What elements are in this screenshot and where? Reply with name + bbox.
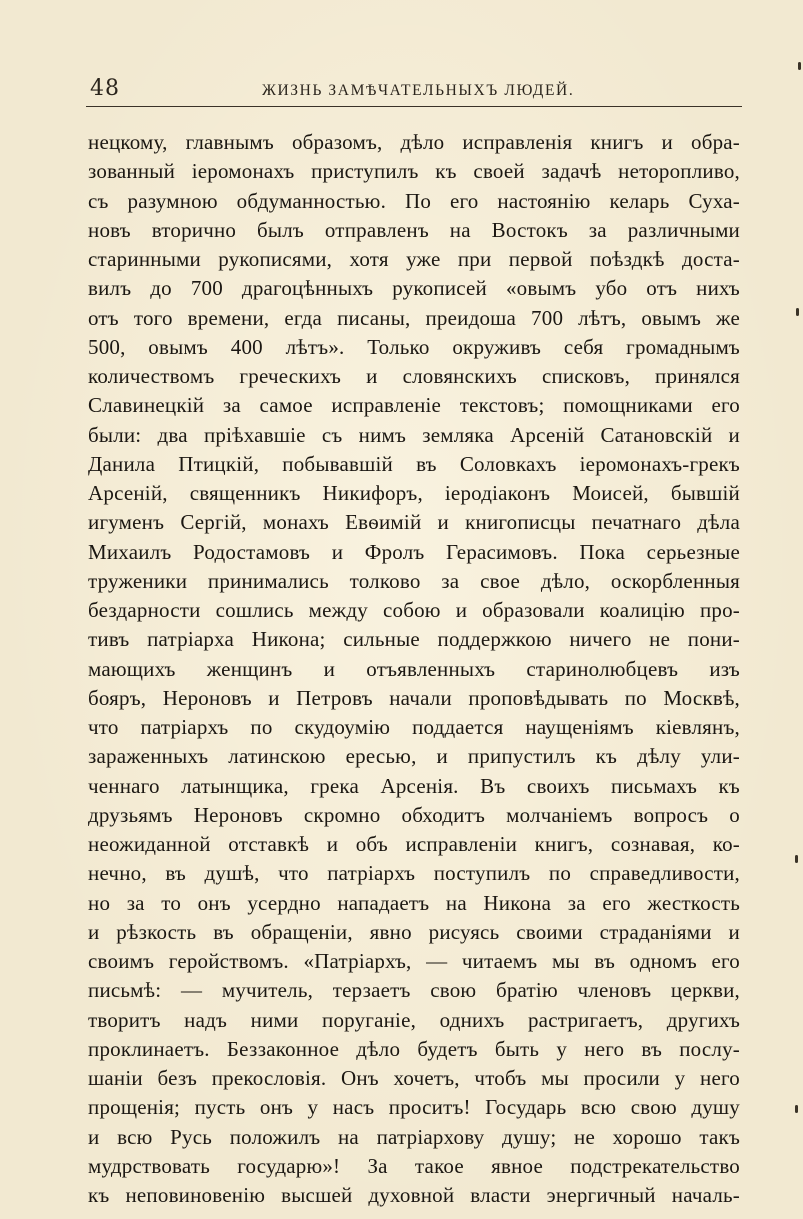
text-line: шаніи безъ прекословія. Онъ хочетъ, чтобъ мы просили у него <box>88 1066 740 1090</box>
margin-mark <box>798 62 801 70</box>
text-line: неожиданной отставкѣ и объ исправленіи книгъ, сознавая, ко- <box>88 832 740 856</box>
text-line: прощенія; пусть онъ у насъ проситъ! Государь всю свою душу <box>88 1095 740 1120</box>
text-line: количествомъ греческихъ и словянскихъ списковъ, принялся <box>88 364 740 388</box>
text-line: но за то онъ усердно нападаетъ на Никона за его жесткость <box>88 890 740 915</box>
running-title: ЖИЗНЬ ЗАМѢЧАТЕЛЬНЫХЪ ЛЮДЕЙ. <box>262 82 575 99</box>
text-line: письмѣ: — мучитель, терзаетъ свою братію членовъ церкви, <box>88 978 740 1003</box>
text-line: вилъ до 700 драгоцѣнныхъ рукописей «овымъ убо отъ нихъ <box>88 276 740 301</box>
text-line: Данила Птицкій, побывавшій въ Соловкахъ іеромонахъ-грекъ <box>88 451 740 476</box>
text-line: творитъ надъ ними поруганіе, однихъ растригаетъ, другихъ <box>88 1007 740 1032</box>
text-line: бездарности сошлись между собою и образовали коалицію про- <box>88 598 740 622</box>
text-line: были: два пріѣхавшіе съ нимъ земляка Арсеній Сатановскій и <box>88 422 740 447</box>
text-line: отъ того времени, егда писаны, преидоша 700 лѣтъ, овымъ же <box>88 305 740 330</box>
text-line: Славинецкій за самое исправленіе текстовъ; помощниками его <box>88 393 740 418</box>
text-line: и рѣзкость въ обращеніи, явно рисуясь своими страданіями и <box>88 919 740 944</box>
text-line: игуменъ Сергій, монахъ Евѳимій и книгописцы печатнаго дѣла <box>88 510 740 535</box>
margin-mark <box>796 308 799 316</box>
text-line: тивъ патріарха Никона; сильные поддержкою ничего не пони- <box>88 627 740 652</box>
header-rule <box>86 106 742 107</box>
text-line: къ неповиновенію высшей духовной власти энергичный началь- <box>88 1183 740 1207</box>
text-line: ченнаго латынщика, грека Арсенія. Въ своихъ письмахъ къ <box>88 773 740 798</box>
text-line: и всю Русь положилъ на патріархову душу; не хорошо такъ <box>88 1124 740 1149</box>
text-line: 500, овымъ 400 лѣтъ». Только окруживъ себя громаднымъ <box>88 334 740 359</box>
text-line: друзьямъ Нероновъ скромно обходитъ молчаніемъ вопросъ о <box>88 802 740 827</box>
text-line: что патріархъ по скудоумію поддается наущеніямъ кіевлянъ, <box>88 715 740 739</box>
text-line: нецкому, главнымъ образомъ, дѣло исправленія книгъ и обра- <box>88 130 740 154</box>
text-line: нечно, въ душѣ, что патріархъ поступилъ по справедливости, <box>88 861 740 886</box>
text-line: труженики принимались толково за свое дѣло, оскорбленныя <box>88 568 740 593</box>
text-line: Михаилъ Родостамовъ и Фролъ Герасимовъ. Пока серьезные <box>88 539 740 564</box>
page-header <box>86 74 742 106</box>
text-line: мающихъ женщинъ и отъявленныхъ старинолюбцевъ изъ <box>88 656 740 681</box>
text-line: своимъ геройствомъ. «Патріархъ, — читаемъ мы въ одномъ его <box>88 949 740 973</box>
text-line: зованный іеромонахъ приступилъ къ своей задачѣ неторопливо, <box>88 159 740 184</box>
page-number: 48 <box>90 76 120 101</box>
text-line: Арсеній, священникъ Никифоръ, іеродіаконъ Моисей, бывшій <box>88 481 740 505</box>
text-line: съ разумною обдуманностью. По его настоянію келарь Суха- <box>88 188 740 213</box>
margin-mark <box>795 1105 798 1113</box>
body-text <box>88 128 740 1210</box>
text-line: бояръ, Нероновъ и Петровъ начали проповѣдывать по Москвѣ, <box>88 685 740 710</box>
text-line: мудрствовать государю»! За такое явное подстрекательство <box>88 1153 740 1178</box>
text-line: зараженныхъ латинскою ересью, и припустилъ къ дѣлу ули- <box>88 744 740 769</box>
margin-mark <box>795 855 798 863</box>
text-line: старинными рукописями, хотя уже при первой поѣздкѣ доста- <box>88 247 740 271</box>
text-line: новъ вторично былъ отправленъ на Востокъ за различными <box>88 217 740 242</box>
text-line: проклинаетъ. Беззаконное дѣло будетъ быть у него въ послу- <box>88 1036 740 1061</box>
